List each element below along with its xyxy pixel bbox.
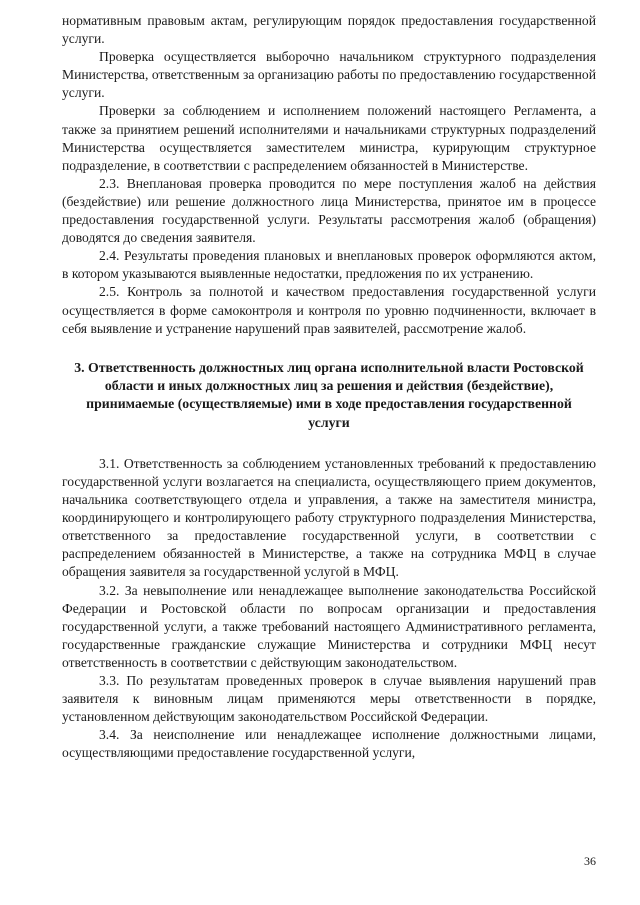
paragraph-p6: 3.1. Ответственность за соблюдением установленных требований к предоставлению государственной услуги возлагается на специалиста, осуществляющего прием документов, начальника соответствующего отдела и управления, а также на заместителя министра, координирующего и контролирующего работу структурного подразделения Министерства, ответственного за предоставление государственной услуги, в соответствии с распределением обязанностей в Министерстве, а также на сотрудника МФЦ в случае обращения заявителя за государственной услугой в МФЦ. [62, 455, 596, 580]
paragraph-p1: Проверка осуществляется выборочно начальником структурного подразделения Министерства, ответственным за организацию работы по предоставлению государственной услуги. [62, 49, 596, 101]
paragraph-p8: 3.3. По результатам проведенных проверок в случае выявления нарушений прав заявителя к виновным лицам применяются меры ответственности в порядке, установленном действующим законодательством Российской Федерации. [62, 673, 596, 725]
document-page [62, 12, 596, 762]
paragraph-p4: 2.4. Результаты проведения плановых и внеплановых проверок оформляются актом, в котором указываются выявленные недостатки, предложения по их устранению. [62, 248, 596, 282]
paragraph-p2: Проверки за соблюдением и исполнением положений настоящего Регламента, а также за принятием решений исполнителями и начальниками структурных подразделений Министерства осуществляется заместителем министра, курирующим структурное подразделение, в соответствии с распределением обязанностей в Министерстве. [62, 103, 596, 173]
paragraph-p7: 3.2. За невыполнение или ненадлежащее выполнение законодательства Российской Федерации и Ростовской области по вопросам организации и предоставления государственной услуги, а также требований настоящего Административного регламента, государственные гражданские служащие Министерства и сотрудники МФЦ несут ответственность в соответствии с действующим законодательством. [62, 582, 596, 670]
paragraph-p9: 3.4. За неисполнение или ненадлежащее исполнение должностными лицами, осуществляющими предоставление государственной услуги, [62, 727, 596, 761]
section-heading: 3. Ответственность должностных лиц органа исполнительной власти Ростовской области и иных должностных лиц за решения и действия (бездействие), принимаемые (осуществляемые) ими в ходе предоставления государственной услуги [74, 359, 584, 430]
paragraph-p5: 2.5. Контроль за полнотой и качеством предоставления государственной услуги осуществляется в форме самоконтроля и контроля по уровню подчиненности, включает в себя выявление и устранение нарушений прав заявителей, рассмотрение жалоб. [62, 284, 596, 336]
paragraph-p0: нормативным правовым актам, регулирующим порядок предоставления государственной услуги. [62, 13, 596, 47]
paragraphs-after-heading [62, 455, 596, 763]
paragraph-p3: 2.3. Внеплановая проверка проводится по мере поступления жалоб на действия (бездействие) или решение должностного лица Министерства, принятое им в процессе предоставления государственной услуги. Результаты рассмотрения жалоб (обращения) доводятся до сведения заявителя. [62, 175, 596, 246]
paragraphs-before-heading [62, 12, 596, 338]
page-number: 36 [584, 854, 596, 868]
